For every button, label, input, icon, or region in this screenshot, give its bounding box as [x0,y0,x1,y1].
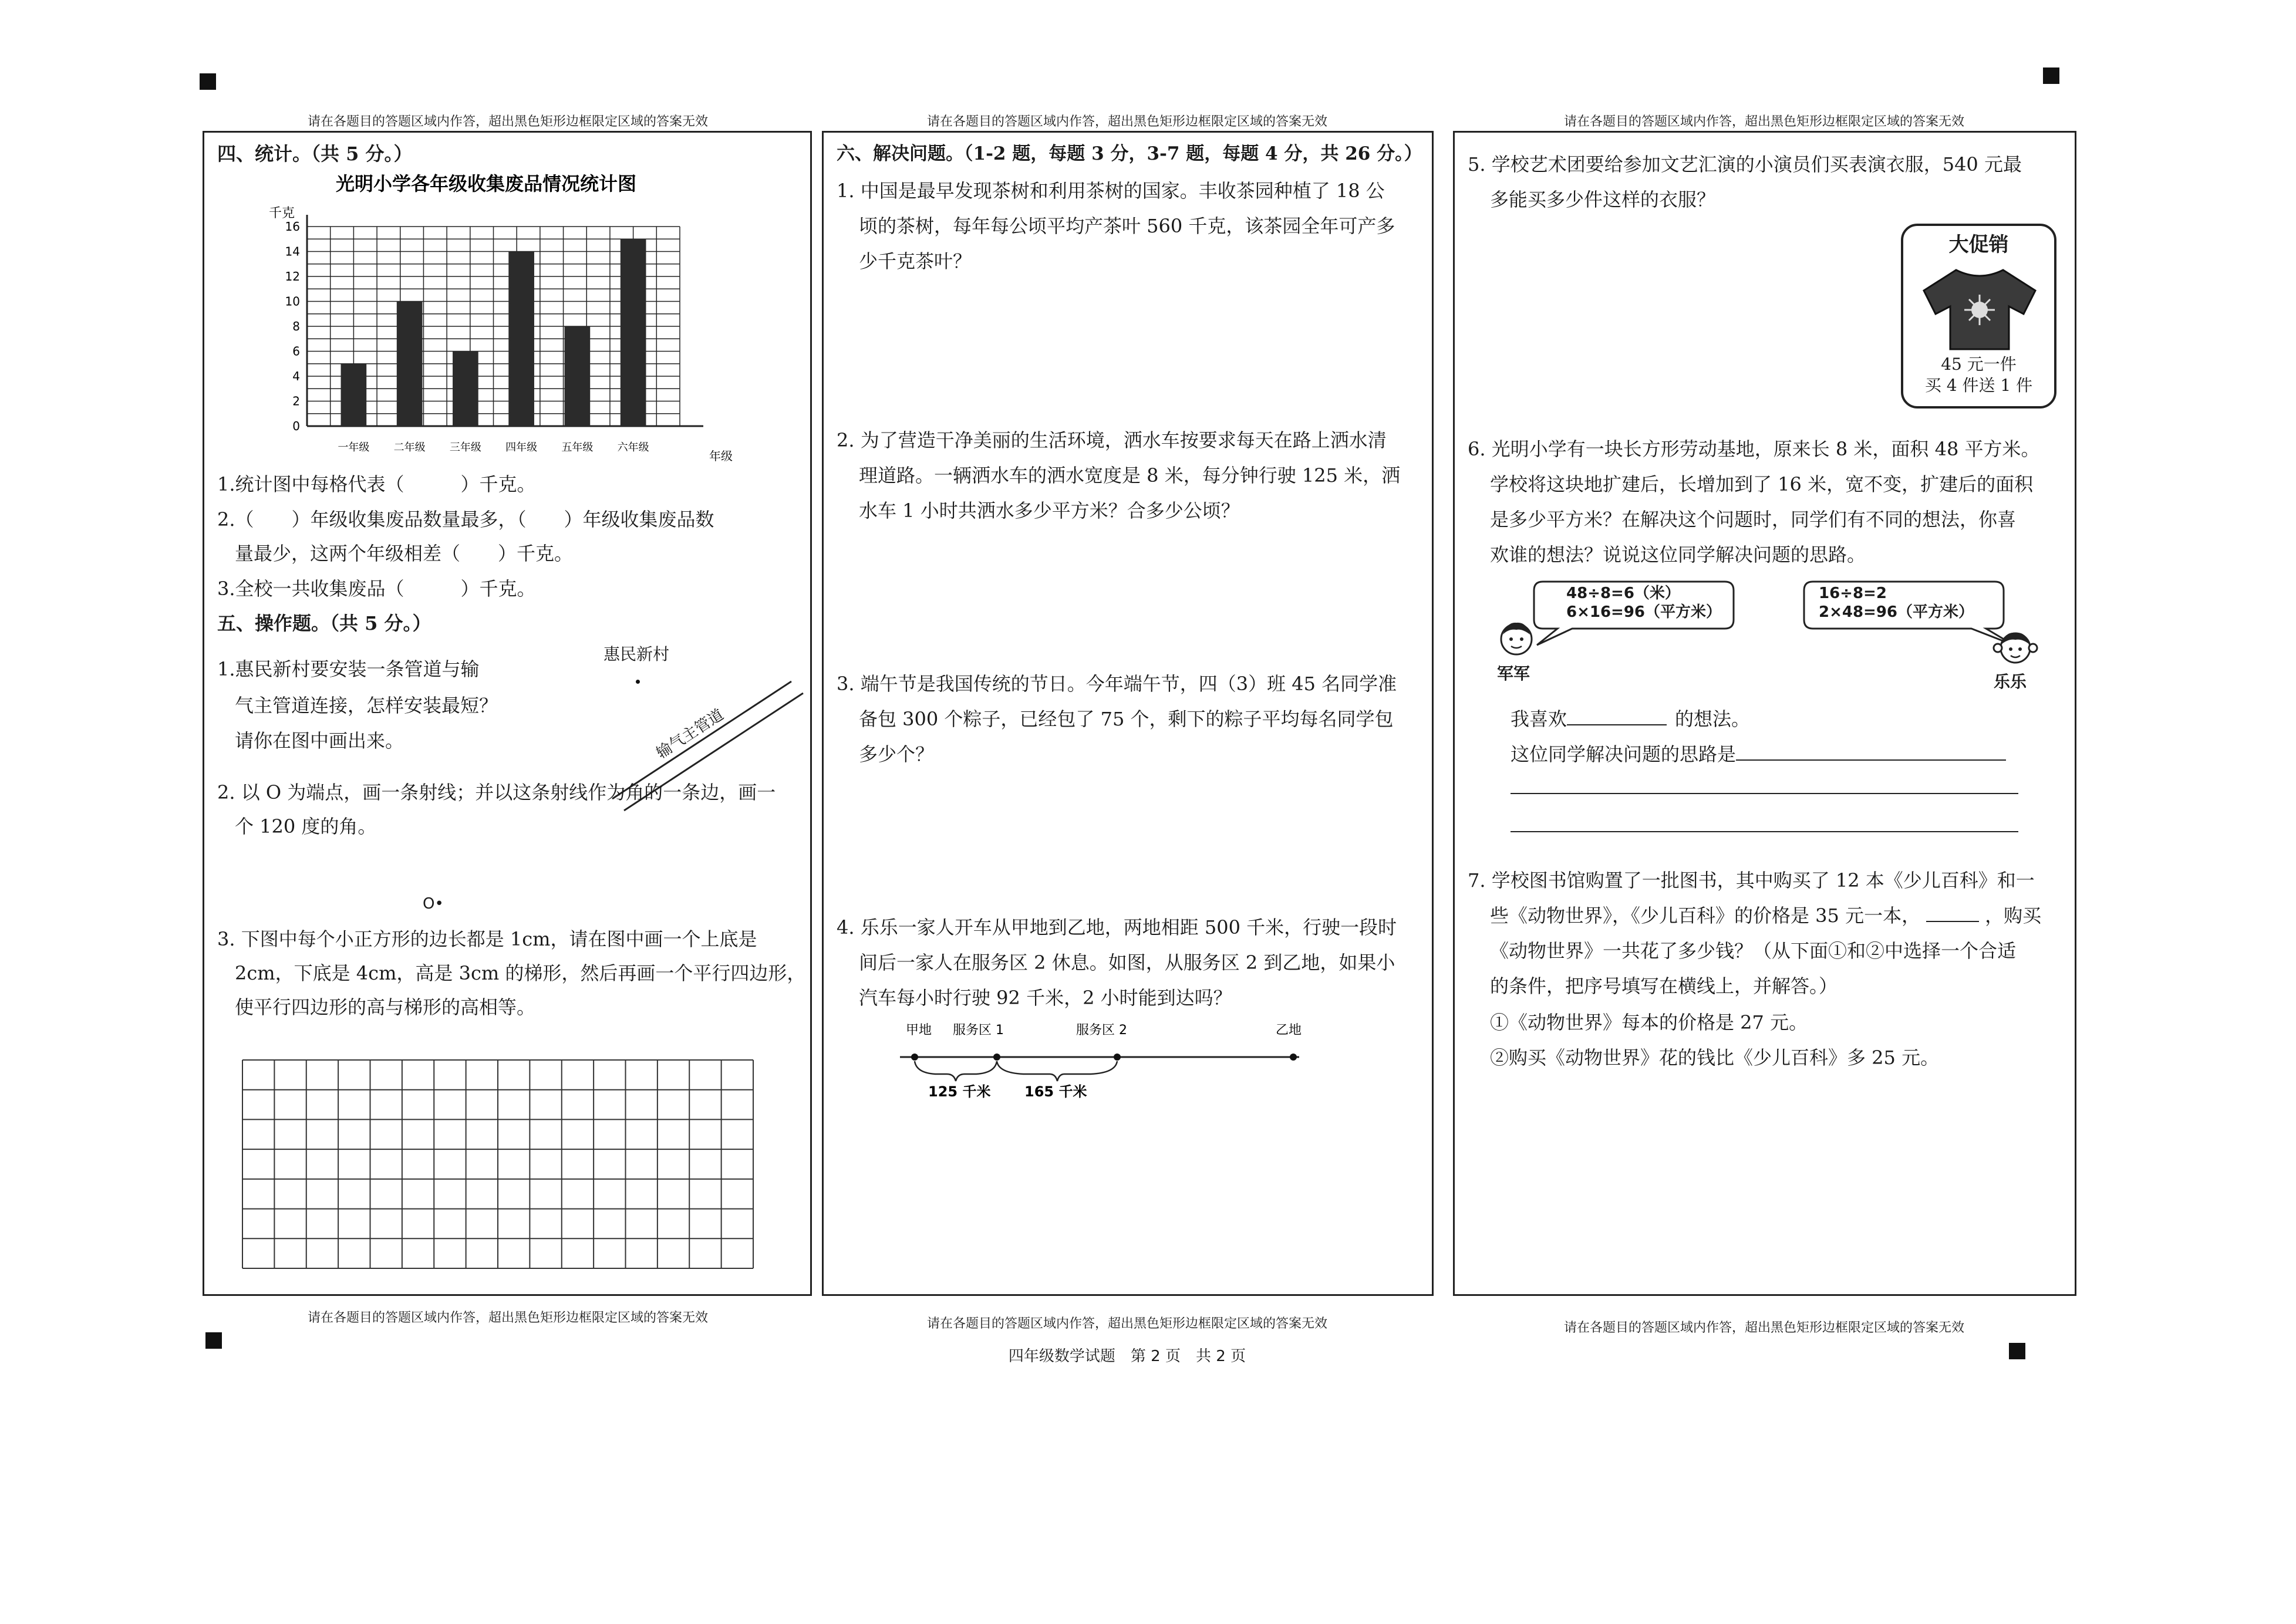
promo-card [1901,224,2056,408]
q5-3-line3: 使平行四边形的高与梯形的高相等。 [235,996,536,1018]
jun-line1: 48÷8=6（米） [1566,585,1680,602]
like-suffix: 的想法。 [1675,708,1751,730]
p6-line4: 欢谁的想法？说说这位同学解决问题的思路。 [1490,543,1866,566]
chart-ylabel: 千克 [269,206,295,221]
p2-line3: 水车 1 小时共洒水多少平方米？合多少公顷？ [859,499,1240,522]
p3-line3: 多少个？ [859,743,935,765]
q5-1-line3: 请你在图中画出来。 [235,730,404,752]
y-tick-label: 14 [285,244,300,259]
promo-title: 大促销 [1948,233,2009,256]
bottom-banner-left: 请在各题目的答题区域内作答，超出黑色矩形边框限定区域的答案无效 [307,1311,708,1325]
y-tick-label: 4 [292,369,300,383]
x-tick-label: 六年级 [617,441,649,454]
registration-mark-top-right [2043,67,2059,84]
bar-5 [565,326,591,426]
x-tick-label: 四年级 [505,441,538,454]
bar-2 [397,302,423,427]
bottom-banner-middle: 请在各题目的答题区域内作答，超出黑色矩形边框限定区域的答案无效 [926,1316,1327,1331]
top-banner-left: 请在各题目的答题区域内作答，超出黑色矩形边框限定区域的答案无效 [307,114,708,129]
p5-line2: 多能买多少件这样的衣服？ [1490,188,1716,211]
bar-1 [341,364,367,426]
y-tick-label: 16 [285,220,300,234]
q5-2-line2: 个 120 度的角。 [235,815,377,838]
p7-line4: 的条件，把序号填写在横线上，并解答。） [1490,975,1838,997]
le-line2: 2×48=96（平方米） [1819,603,1974,621]
p7-option1: ①《动物世界》每本的价格是 27 元。 [1490,1011,1808,1034]
point-o: O• [423,895,444,913]
p7-line2-text: 些《动物世界》，《少儿百科》的价格是 35 元一本， [1490,904,1921,927]
route-diagram [888,1019,1393,1119]
middle-answer-panel [822,131,1434,1296]
registration-mark-bottom-left [205,1332,222,1349]
bar-chart [251,168,780,473]
p4-line3: 汽车每小时行驶 92 千米，2 小时能到达吗？ [859,987,1232,1009]
section5-title: 五、操作题。（共 5 分。） [217,612,431,634]
p6-line2: 学校将这块地扩建后，长增加到了 16 米，宽不变，扩建后的面积 [1490,473,2034,495]
tshirt-icon [1921,264,2038,352]
route-s1-label: 服务区 1 [953,1023,1004,1038]
like-blank[interactable] [1567,705,1667,725]
p3-line1: 3. 端午节是我国传统的节日。今年端午节，四（3）班 45 名同学准 [837,673,1397,695]
jun-avatar-icon [1496,617,1537,658]
village-label: 惠民新村 [603,644,670,664]
x-tick-label: 五年级 [561,441,594,454]
p1-line1: 1. 中国是最早发现茶树和利用茶树的国家。丰收茶园种植了 18 公 [837,180,1385,202]
x-tick-label: 三年级 [449,441,481,454]
route-d2-label: 165 千米 [1024,1083,1087,1100]
p4-line2: 间后一家人在服务区 2 休息。如图，从服务区 2 到乙地，如果小 [859,951,1395,974]
right-answer-panel [1453,131,2076,1296]
page-footer: 四年级数学试题 第 2 页 共 2 页 [1008,1348,1246,1365]
left-answer-panel [203,131,812,1296]
promo-offer: 买 4 件送 1 件 [1924,376,2033,395]
p1-line3: 少千克茶叶？ [859,250,972,272]
p7-line2 [1490,902,2041,930]
q4-3: 3.全校一共收集废品（ ）千克。 [217,578,536,600]
y-tick-label: 0 [292,419,300,433]
route-start-label: 甲地 [906,1023,932,1038]
le-line1: 16÷8=2 [1819,585,1887,602]
p1-line2: 顷的茶树，每年每公顷平均产茶叶 560 千克，该茶园全年可产多 [859,215,1395,237]
q4-2-line2: 量最少，这两个年级相差（ ）千克。 [235,542,574,565]
p7-option2: ②购买《动物世界》花的钱比《少儿百科》多 25 元。 [1490,1046,1940,1069]
answer-line-2[interactable] [1511,831,2018,832]
p6-line3: 是多少平方米？在解决这个问题时，同学们有不同的想法，你喜 [1490,508,2017,531]
registration-mark-top-left [200,73,216,90]
chart-yticks [285,220,300,433]
chart-xticks [338,441,649,454]
top-banner-middle: 请在各题目的答题区域内作答，超出黑色矩形边框限定区域的答案无效 [926,114,1327,129]
promo-price: 45 元一件 [1941,354,2017,374]
square-grid[interactable] [237,1054,777,1277]
pipeline-label: 输气主管道 [653,705,727,762]
p7-line3: 《动物世界》一共花了多少钱？（从下面①和②中选择一个合适 [1490,940,2017,962]
y-tick-label: 8 [292,319,300,333]
p4-line1: 4. 乐乐一家人开车从甲地到乙地，两地相距 500 千米，行驶一段时 [837,916,1397,938]
q5-3-line1: 3. 下图中每个小正方形的边长都是 1cm，请在图中画一个上底是 [217,928,757,950]
like-line [1511,705,1750,733]
top-banner-right: 请在各题目的答题区域内作答，超出黑色矩形边框限定区域的答案无效 [1563,114,1964,129]
y-tick-label: 12 [285,269,300,283]
route-d1-label: 125 千米 [928,1083,991,1100]
jun-line2: 6×16=96（平方米） [1566,603,1722,621]
le-avatar-icon [1992,626,2039,667]
q5-3-line2: 2cm，下底是 4cm，高是 3cm 的梯形，然后再画一个平行四边形， [235,962,806,984]
y-tick-label: 2 [292,394,300,408]
jun-name: 军军 [1497,664,1530,683]
section6-title: 六、解决问题。（1-2 题，每题 3 分，3-7 题，每题 4 分，共 26 分。） [837,143,1422,164]
p3-line2: 备包 300 个粽子，已经包了 75 个，剩下的粽子平均每名同学包 [859,708,1394,730]
p7-line2-tail: ，购买 [1985,904,2042,927]
p7-condition-blank[interactable] [1926,902,1979,922]
chart-title: 光明小学各年级收集废品情况统计图 [335,173,637,195]
y-tick-label: 6 [292,344,300,359]
le-name: 乐乐 [1994,672,2027,691]
q5-1-line2: 气主管道连接，怎样安装最短？ [235,694,498,717]
q4-2-line1: 2.（ ）年级收集废品数量最多，（ ）年级收集废品数 [217,508,714,531]
route-end-label: 乙地 [1276,1023,1302,1038]
bar-3 [453,352,478,427]
answer-line-1[interactable] [1511,793,2018,794]
x-tick-label: 二年级 [393,441,426,454]
q5-2-line1: 2. 以 O 为端点，画一条射线；并以这条射线作为角的一条边，画一 [217,781,776,803]
p2-line2: 理道路。一辆洒水车的洒水宽度是 8 米，每分钟行驶 125 米，洒 [859,464,1401,487]
p5-line1: 5. 学校艺术团要给参加文艺汇演的小演员们买表演衣服，540 元最 [1468,153,2022,175]
q5-1-line1: 1.惠民新村要安装一条管道与输 [217,658,480,680]
bottom-banner-right: 请在各题目的答题区域内作答，超出黑色矩形边框限定区域的答案无效 [1563,1321,1964,1335]
p7-line1: 7. 学校图书馆购置了一批图书，其中购买了 12 本《少儿百科》和一 [1468,869,2035,892]
route-s2-label: 服务区 2 [1076,1023,1127,1038]
p2-line1: 2. 为了营造干净美丽的生活环境，洒水车按要求每天在路上洒水清 [837,429,1387,451]
y-tick-label: 10 [285,294,300,309]
chart-xlabel: 年级 [709,449,733,463]
reason-line [1511,740,2006,768]
x-tick-label: 一年级 [338,441,370,454]
q4-1: 1.统计图中每格代表（ ）千克。 [217,473,536,495]
section4-title: 四、统计。（共 5 分。） [217,143,413,165]
registration-mark-bottom-right [2009,1343,2025,1359]
like-prefix: 我喜欢 [1511,708,1567,730]
bar-4 [508,252,534,427]
reason-blank[interactable] [1736,741,2006,761]
bar-6 [621,239,646,426]
reason-prefix: 这位同学解决问题的思路是 [1511,743,1737,765]
p6-line1: 6. 光明小学有一块长方形劳动基地，原来长 8 米，面积 48 平方米。 [1468,438,2040,460]
